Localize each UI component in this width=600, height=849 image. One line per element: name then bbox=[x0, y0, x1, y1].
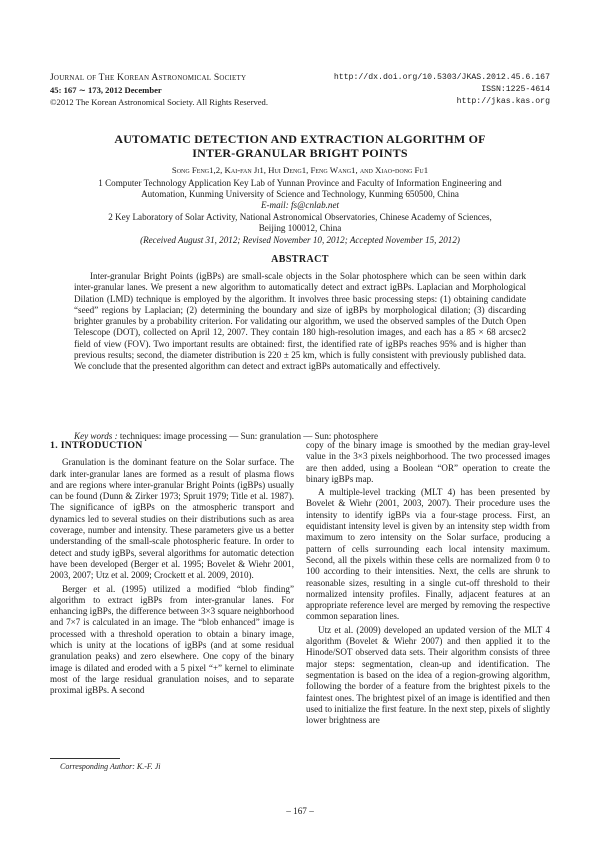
journal-name: Journal of The Korean Astronomical Society bbox=[50, 72, 247, 83]
body-paragraph: Granulation is the dominant feature on the Solar surface. The dark inter-granular lanes are formed as a result of plasma flows and are regions where inter-granular Bright Points (igBPs) usually can be found (Dunn & Zirker 1973; Spruit 1979; Title et al. 1987). The significance of igBPs on the atmospheric transport and dynamics led to several studies on their distributions such as area coverage, number and intensity. These parameters give us a better understanding of the small-scale photospheric feature. In order to detect and study igBPs, several algorithms for automatic detection have been developed (Berger et al. 1995; Bovelet & Wiehr 2001, 2003, 2007; Utz et al. 2009; Crockett et al. 2009, 2010). bbox=[50, 457, 294, 581]
right-column bbox=[306, 440, 550, 726]
body-paragraph: Utz et al. (2009) developed an updated version of the MLT 4 algorithm (Bovelet & Wiehr 2007) and then applied it to the Hinode/SOT observed data sets. Their algorithm consists of three major steps: segmentation, clean-up and identification. The segmentation is based on the idea of a region-growing algorithm, following the border of a feature from the brightest pixels to the faintest ones. The brightest pixel of an image is identified and then used to initialize the first feature. In the next step, pixels of slightly lower brightness are bbox=[306, 624, 550, 726]
abstract-heading: ABSTRACT bbox=[271, 254, 329, 265]
affiliation-2 bbox=[50, 212, 550, 234]
keywords-text: techniques: image processing — Sun: granulation — Sun: photosphere bbox=[119, 431, 379, 441]
author-email[interactable]: E-mail: fs@cnlab.net bbox=[260, 200, 340, 211]
page-number: – 167 – bbox=[286, 806, 314, 816]
body-paragraph: Berger et al. (1995) utilized a modified “blob finding” algorithm to extract igBPs from inter-granular lanes. For enhancing igBPs, the difference between 3×3 square neighborhood and 7×7 is calculated in an image. The “blob enhanced” image is processed with a threshold operation to obtain a binary image, which is unity at the locations of igBPs (and at some residual granulation peaks) and zero elsewhere. One copy of the binary image is dilated and eroded with a 5 pixel “+” kernel to eliminate most of the large residual granulation noises, and to separate proximal igBPs. A second bbox=[50, 583, 294, 696]
affiliation-1-line-2: Automation, Kunming University of Science and Technology, Kunming 650500, China bbox=[141, 189, 459, 200]
footnote-divider bbox=[50, 758, 120, 759]
corresponding-author-footnote: Corresponding Author: K.-F. Ji bbox=[60, 762, 161, 771]
affiliation-2-line-2: Beijing 100012, China bbox=[258, 223, 342, 234]
journal-header bbox=[50, 72, 268, 108]
title-line-1: AUTOMATIC DETECTION AND EXTRACTION ALGORITHM OF bbox=[114, 132, 486, 146]
author-list: Song Feng1,2, Kai-fan Ji1, Hui Deng1, Feng Wang1, and Xiao-dong Fu1 bbox=[171, 165, 429, 175]
affiliation-2-line-1: 2 Key Laboratory of Solar Activity, National Astronomical Observatories, Chinese Academy of Sciences, bbox=[108, 212, 492, 222]
body-paragraph: A multiple-level tracking (MLT 4) has been presented by Bovelet & Wiehr (2001, 2003, 2007). Their procedure uses the intensity to identify igBPs via a four-stage process. First, an equidistant intensity level is given by an intensity step width from maximum to zero intensity on the Solar surface, producing a pattern of cells surrounding each local intensity maximum. Second, all the pixels within these cells are normalized from 0 to 100 according to their intensities. Next, the cells are shrunk to reasonable sizes, resulting in a single cut-off threshold to their normalized intensity profiles. Finally, adjacent features at an appropriate reference level are merged by removing the respective common separation lines. bbox=[306, 487, 550, 622]
journal-website-link[interactable]: http://jkas.kas.org bbox=[456, 97, 550, 106]
title-line-2: INTER-GRANULAR BRIGHT POINTS bbox=[192, 145, 408, 160]
doi-header bbox=[334, 72, 550, 108]
issn: ISSN:1225-4614 bbox=[481, 85, 550, 94]
affiliation-1 bbox=[50, 178, 550, 212]
doi-link[interactable]: http://dx.doi.org/10.5303/JKAS.2012.45.6.167 bbox=[333, 73, 550, 82]
volume-line: 45: 167 ∼ 173, 2012 December bbox=[50, 85, 162, 95]
copyright-line: ©2012 The Korean Astronomical Society. All Rights Reserved. bbox=[50, 97, 268, 107]
received-dates: (Received August 31, 2012; Revised November 10, 2012; Accepted November 15, 2012) bbox=[140, 235, 460, 245]
keywords-label: Key words : bbox=[74, 431, 118, 441]
left-column bbox=[50, 440, 294, 697]
abstract-body: Inter-granular Bright Points (igBPs) are small-scale objects in the Solar photosphere which can be seen within dark inter-granular lanes. We present a new algorithm to automatically detect and extract igBPs. Laplacian and Morphological Dilation (LMD) technique is employed by the algorithm. It involves three basic processing steps: (1) obtaining candidate “seed” regions by Laplacian; (2) determining the boundary and size of igBPs by morphological dilation; (3) discarding brighter granules by a probability criterion. For validating our algorithm, we used the observed samples of the Dutch Open Telescope (DOT), collected on April 12, 2007. They contain 180 high-resolution images, and each has a 85 × 68 arcsec2 field of view (FOV). Two important results are obtained: first, the identified rate of igBPs reaches 95% and is higher than previous results; second, the diameter distribution is 220 ± 25 km, which is fully consistent with previously published data. We conclude that the presented algorithm can detect and extract igBPs automatically and effectively. bbox=[74, 271, 526, 371]
section-1-heading: 1. INTRODUCTION bbox=[50, 440, 143, 451]
paper-title bbox=[60, 133, 540, 160]
body-paragraph: copy of the binary image is smoothed by the median gray-level value in the 3×3 pixels neighborhood. The two processed images are then added, using a Boolean “OR” operation to create the binary igBPs map. bbox=[306, 440, 550, 484]
affiliation-1-line-1: 1 Computer Technology Application Key Lab of Yunnan Province and Faculty of Information Engineering and bbox=[98, 178, 502, 188]
